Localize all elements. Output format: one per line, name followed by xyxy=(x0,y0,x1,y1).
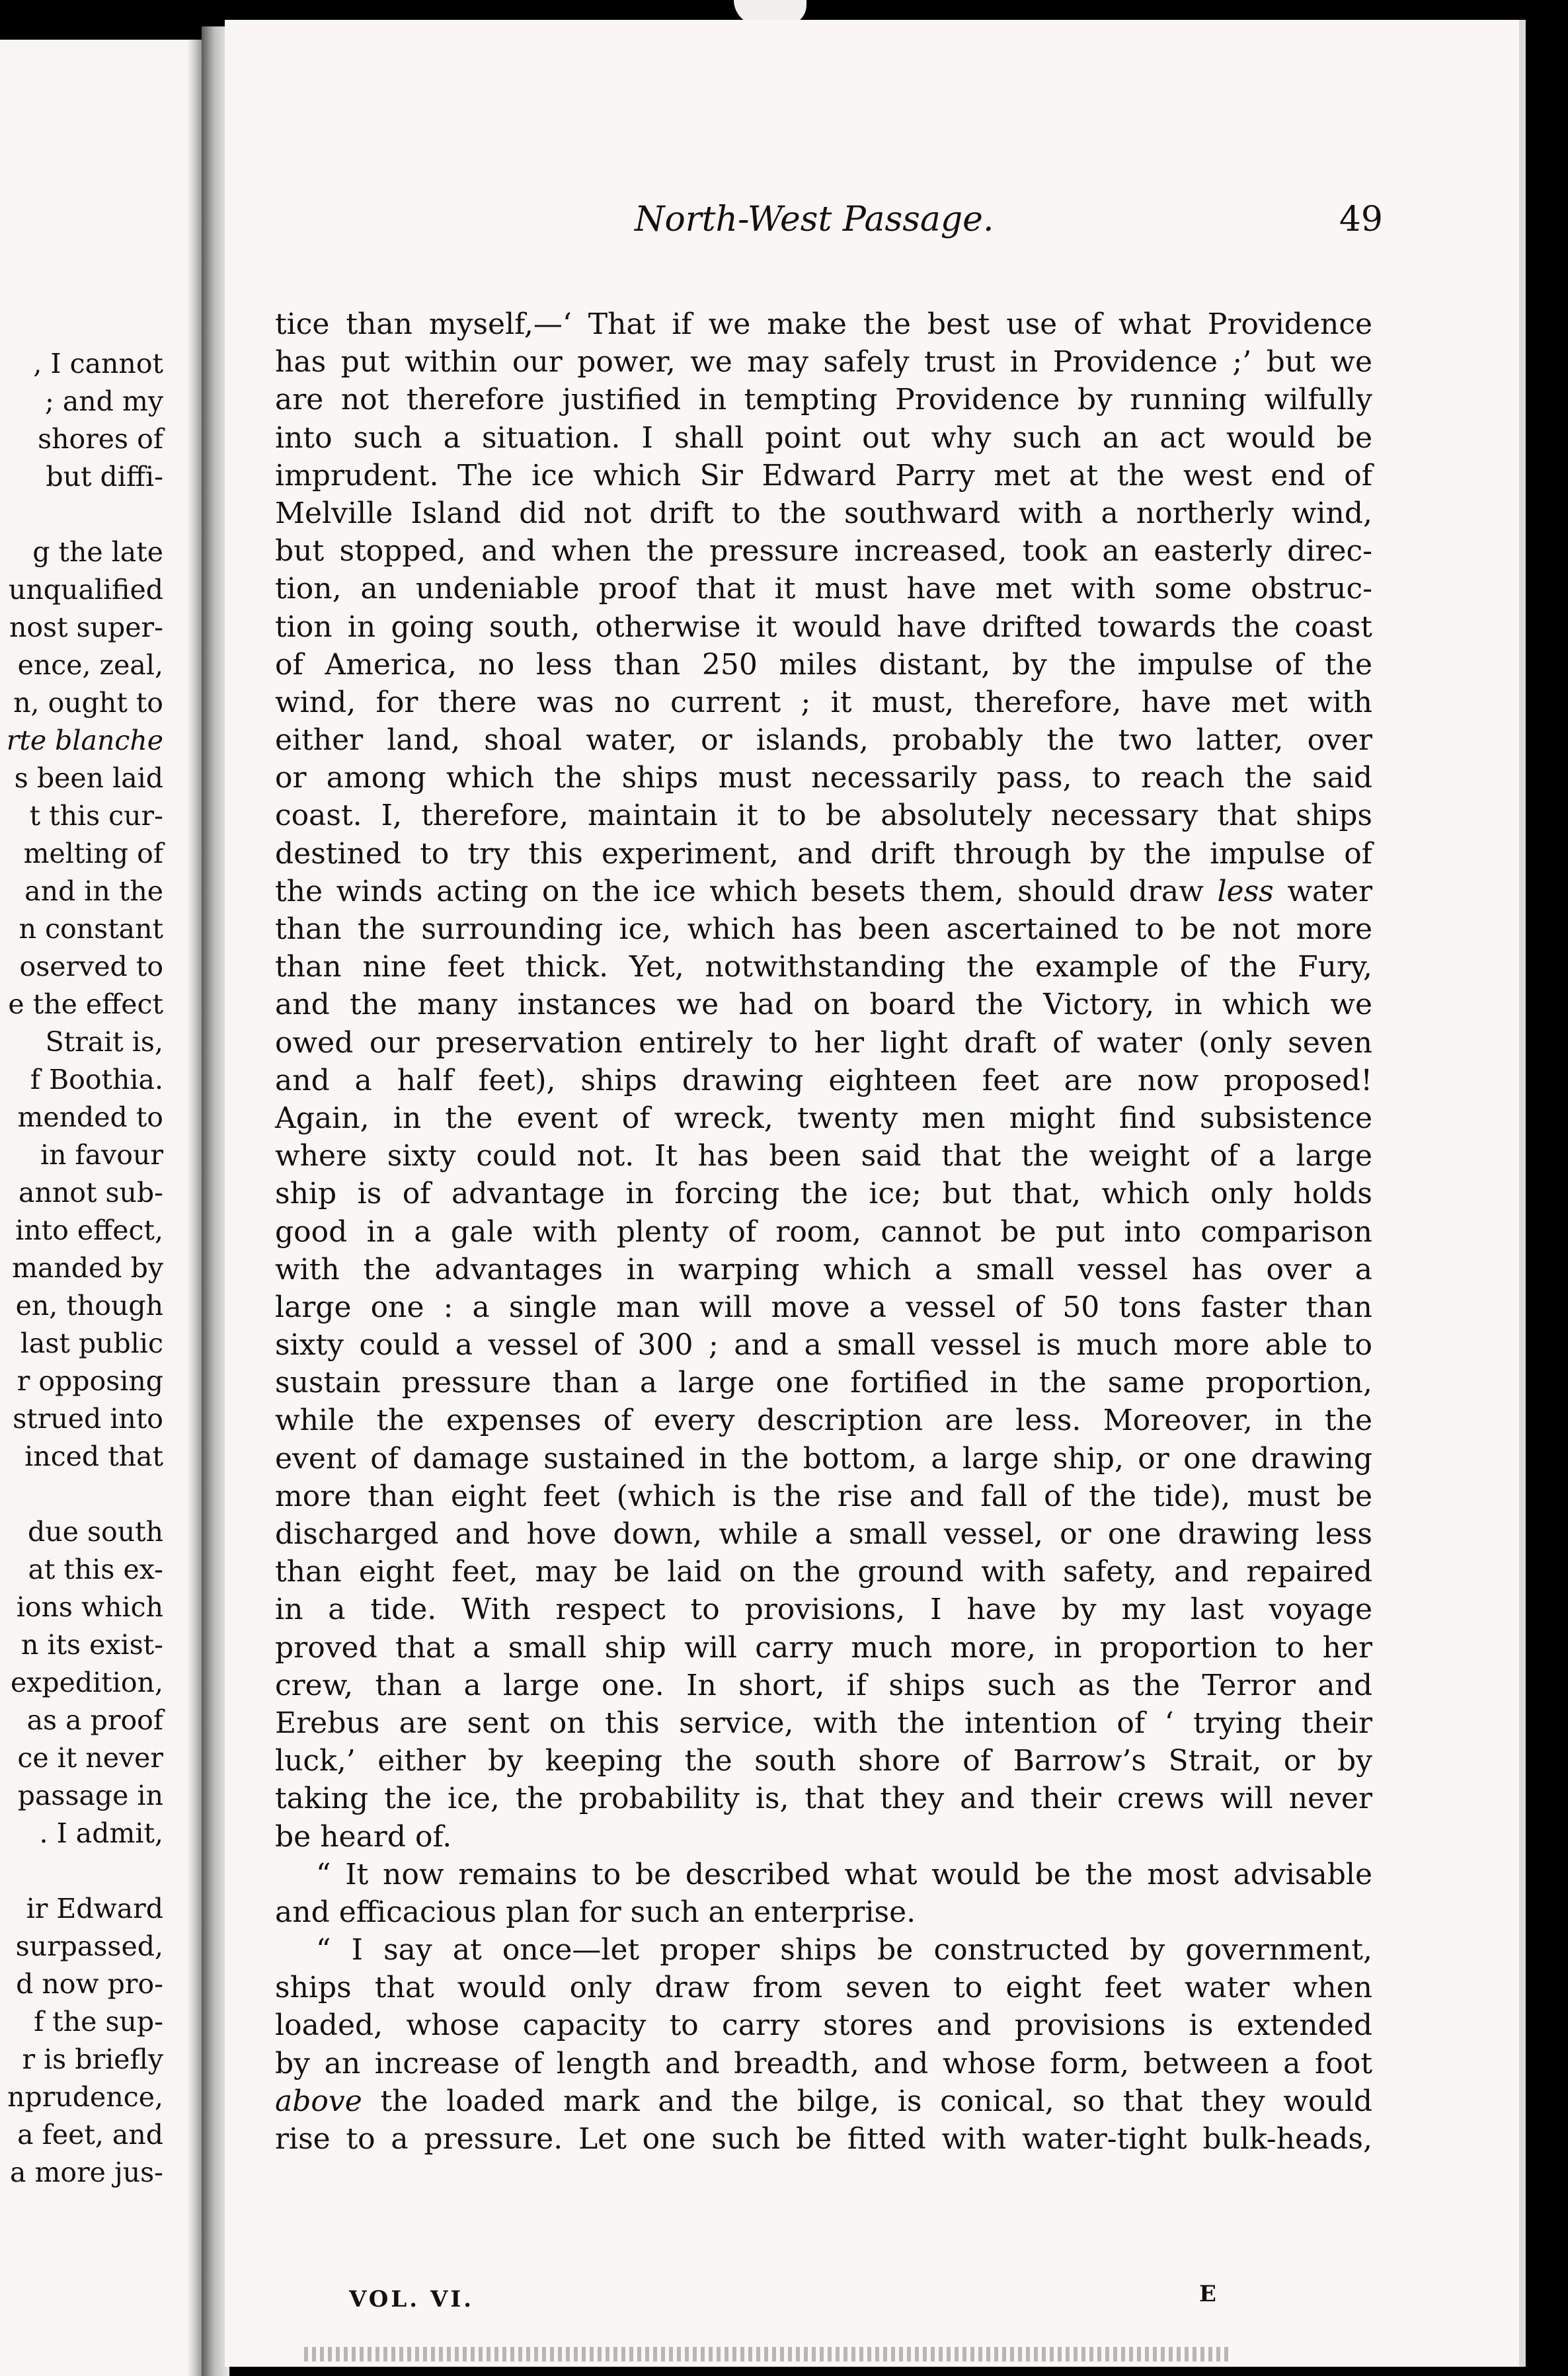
body-line: with the advantages in warping which a small vessel has over a xyxy=(275,1252,1372,1287)
left-page-line: en, though xyxy=(15,1290,163,1322)
body-line: than nine feet thick. Yet, notwithstanding the example of the Fury, xyxy=(275,950,1372,984)
body-line: luck,’ either by keeping the south shore of Barrow’s Strait, or by xyxy=(275,1744,1372,1778)
left-page-line: g the late xyxy=(32,536,163,568)
body-line: discharged and hove down, while a small vessel, or one drawing less xyxy=(275,1517,1372,1551)
left-page-line: shores of xyxy=(38,423,163,455)
left-page-line: in favour xyxy=(40,1139,163,1171)
body-line: ships that would only draw from seven to eight feet water when xyxy=(275,1971,1372,2005)
body-text xyxy=(275,305,1372,2158)
left-page-line: surpassed, xyxy=(15,1930,163,1962)
left-page-line: ; and my xyxy=(44,385,163,417)
left-page-gap xyxy=(7,1476,163,1513)
left-page-gap xyxy=(7,496,163,534)
body-line: has put within our power, we may safely trust in Providence ;’ but we xyxy=(275,345,1372,379)
volume-signature: VOL. VI. xyxy=(349,2286,475,2313)
body-line: than the surrounding ice, which has been ascertained to be not more xyxy=(275,912,1372,946)
left-page-line: n its exist- xyxy=(21,1629,163,1661)
left-page-line: strued into xyxy=(13,1403,163,1435)
body-line: Again, in the event of wreck, twenty men might find subsistence xyxy=(275,1101,1372,1135)
body-line: and efficacious plan for such an enterprise. xyxy=(275,1895,916,1929)
left-page-line: n, ought to xyxy=(13,687,163,719)
body-line: or among which the ships must necessarily pass, to reach the said xyxy=(275,761,1372,795)
left-page-line: due south xyxy=(28,1516,163,1548)
body-line: “ It now remains to be described what would be the most advisable xyxy=(316,1857,1372,1891)
body-line: crew, than a large one. In short, if ships such as the Terror and xyxy=(275,1668,1372,1702)
body-line: taking the ice, the probability is, that they and their crews will never xyxy=(275,1782,1372,1816)
body-line: while the expenses of every description are less. Moreover, in the xyxy=(275,1404,1372,1438)
body-line: tion, an undeniable proof that it must have met with some obstruc- xyxy=(275,572,1372,606)
left-page-line: Strait is, xyxy=(45,1026,163,1058)
left-page-gutter xyxy=(187,40,202,2376)
left-page-line: a more jus- xyxy=(10,2157,163,2188)
left-page-line: ence, zeal, xyxy=(17,649,163,681)
running-title: North-West Passage. xyxy=(635,200,994,239)
left-page-line: oserved to xyxy=(19,951,163,982)
body-line: large one : a single man will move a vessel of 50 tons faster than xyxy=(275,1290,1372,1324)
left-page-line: passage in xyxy=(17,1780,163,1811)
left-page-line: inced that xyxy=(24,1441,163,1472)
left-page-line: , I cannot xyxy=(33,348,163,379)
body-line: in a tide. With respect to provisions, I have by my last voyage xyxy=(275,1593,1372,1627)
left-page-line: annot sub- xyxy=(19,1177,163,1208)
body-line: sustain pressure than a large one fortified in the same proportion, xyxy=(275,1366,1372,1400)
left-page-line: nprudence, xyxy=(7,2081,163,2113)
left-page-line: mended to xyxy=(17,1101,163,1133)
page-number: 49 xyxy=(1339,200,1383,239)
body-line: rise to a pressure. Let one such be fitted with water-tight bulk-heads, xyxy=(275,2122,1372,2156)
body-line: event of damage sustained in the bottom, a large ship, or one drawing xyxy=(275,1441,1372,1476)
left-page-line: manded by xyxy=(12,1252,163,1284)
body-line: are not therefore justified in tempting Providence by running wilfully xyxy=(275,383,1372,417)
left-page-line: ir Edward xyxy=(26,1893,163,1924)
left-page-line: unqualified xyxy=(9,574,163,606)
body-line: Melville Island did not drift to the southward with a northerly wind, xyxy=(275,496,1372,530)
left-page-line: n constant xyxy=(19,913,163,945)
right-page-edge xyxy=(1519,20,1526,2367)
sheet-letter: E xyxy=(1199,2281,1216,2307)
body-line: proved that a small ship will carry much more, in proportion to her xyxy=(275,1630,1372,1665)
left-page-line: ions which xyxy=(16,1591,163,1623)
body-line: of America, no less than 250 miles distant, by the impulse of the xyxy=(275,647,1372,682)
body-line: above the loaded mark and the bilge, is conical, so that they would xyxy=(275,2084,1372,2118)
left-page-line: expedition, xyxy=(11,1667,163,1698)
body-line: but stopped, and when the pressure increased, took an easterly direc- xyxy=(275,534,1372,569)
left-page-line: t this cur- xyxy=(29,800,163,832)
left-page-text xyxy=(7,345,163,2192)
left-page-line: d now pro- xyxy=(16,1968,163,2000)
body-line: “ I say at once—let proper ships be constructed by government, xyxy=(316,1933,1372,1967)
left-page-line: last public xyxy=(20,1327,163,1359)
body-line: and the many instances we had on board the Victory, in which we xyxy=(275,988,1372,1022)
body-line: destined to try this experiment, and drift through by the impulse of xyxy=(275,836,1372,871)
left-page-line: and in the xyxy=(24,875,163,907)
body-line: coast. I, therefore, maintain it to be absolutely necessary that ships xyxy=(275,799,1372,833)
body-line: either land, shoal water, or islands, probably the two latter, over xyxy=(275,723,1372,758)
body-line: be heard of. xyxy=(275,1819,452,1854)
left-page-line: e the effect xyxy=(8,988,163,1020)
body-line: the winds acting on the ice which besets them, should draw less water xyxy=(275,874,1373,908)
body-line: wind, for there was no current ; it must, therefore, have met with xyxy=(275,685,1372,719)
left-page-line: into effect, xyxy=(15,1214,163,1246)
body-line: sixty could a vessel of 300 ; and a small vessel is much more able to xyxy=(275,1328,1372,1363)
body-line: Erebus are sent on this service, with the intention of ‘ trying their xyxy=(275,1706,1372,1740)
left-page-line: f Boothia. xyxy=(30,1064,163,1095)
left-page-line: s been laid xyxy=(14,762,163,794)
body-line: more than eight feet (which is the rise and fall of the tide), must be xyxy=(275,1479,1372,1513)
left-page-line: nost super- xyxy=(9,612,163,643)
body-line: owed our preservation entirely to her light draft of water (only seven xyxy=(275,1025,1372,1060)
bottom-edge-artifact xyxy=(304,2347,1230,2361)
body-line: where sixty could not. It has been said that the weight of a large xyxy=(275,1139,1372,1173)
body-line: and a half feet), ships drawing eighteen feet are now proposed! xyxy=(275,1063,1372,1097)
left-page-line: at this ex- xyxy=(28,1554,163,1585)
left-page-line: r opposing xyxy=(17,1365,163,1397)
left-page-gap xyxy=(7,1852,163,1890)
left-page-line: as a proof xyxy=(26,1704,163,1736)
left-page-line: . I admit, xyxy=(39,1817,163,1849)
left-page-line: melting of xyxy=(23,838,163,869)
body-line: imprudent. The ice which Sir Edward Parry met at the west end of xyxy=(275,458,1372,493)
body-line: tion in going south, otherwise it would have drifted towards the coast xyxy=(275,610,1372,644)
body-line: by an increase of length and breadth, and whose form, between a foot xyxy=(275,2046,1372,2080)
body-line: than eight feet, may be laid on the ground with safety, and repaired xyxy=(275,1555,1372,1589)
body-line: good in a gale with plenty of room, cannot be put into comparison xyxy=(275,1214,1372,1249)
left-page-line: a feet, and xyxy=(17,2119,163,2151)
body-line: into such a situation. I shall point out why such an act would be xyxy=(275,420,1372,455)
body-line: ship is of advantage in forcing the ice; but that, which only holds xyxy=(275,1177,1372,1211)
left-page-line: but diffi- xyxy=(46,461,163,493)
left-page-line: rte blanche xyxy=(6,725,163,756)
left-page-line: r is briefly xyxy=(22,2043,163,2075)
left-page-fragment xyxy=(0,40,202,2376)
left-page-line: ce it never xyxy=(17,1742,163,1774)
body-line: loaded, whose capacity to carry stores and provisions is extended xyxy=(275,2008,1372,2043)
left-page-line: f the sup- xyxy=(34,2006,163,2038)
body-line: tice than myself,—‘ That if we make the best use of what Providence xyxy=(275,307,1372,341)
